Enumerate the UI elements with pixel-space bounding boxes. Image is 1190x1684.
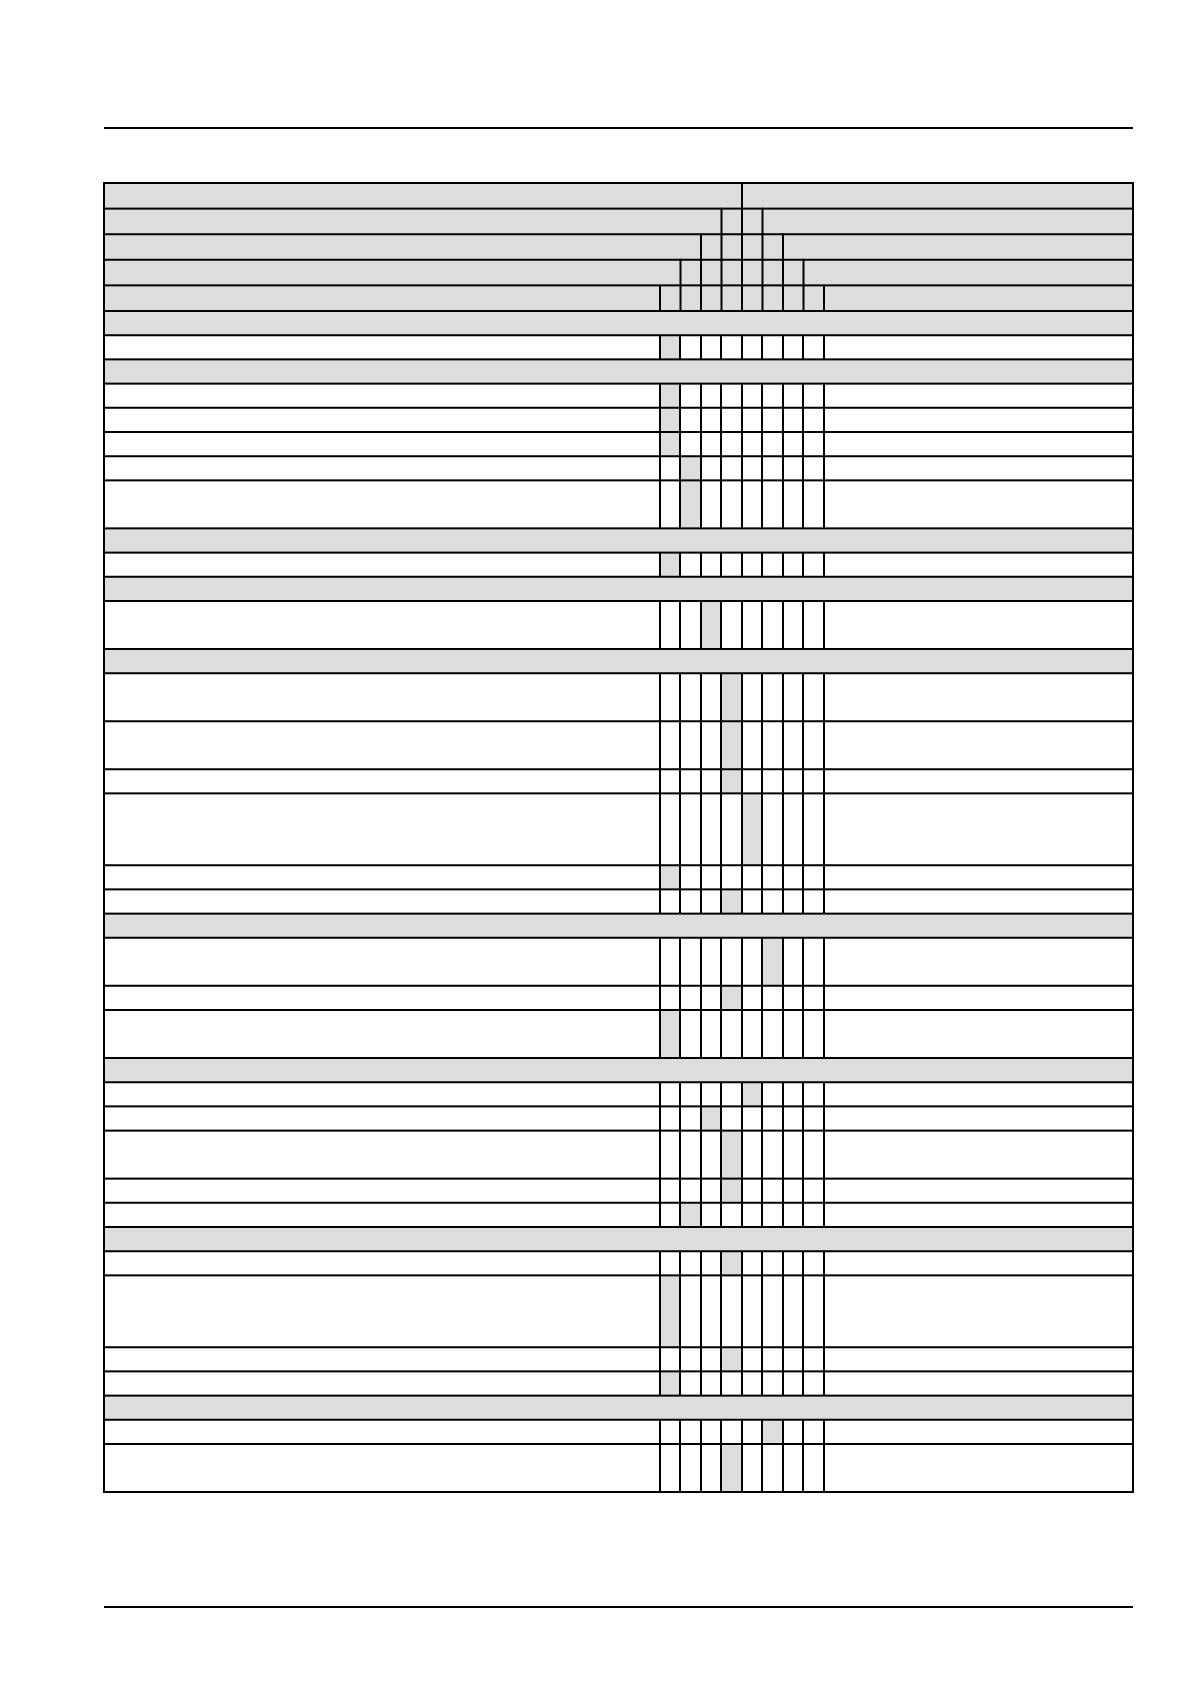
matrix-mark: [660, 408, 680, 432]
section-row: [104, 914, 1133, 938]
matrix-mark: [660, 865, 680, 889]
section-row: [104, 528, 1133, 552]
table-row: [660, 769, 824, 793]
table-row: [660, 480, 824, 528]
section-band: [104, 528, 1133, 552]
section-row: [104, 1058, 1133, 1082]
matrix-mark: [660, 1010, 680, 1058]
section-band: [104, 1396, 1133, 1420]
table-row: [660, 1131, 824, 1179]
section-row: [104, 577, 1133, 601]
section-band: [104, 359, 1133, 383]
table-row: [660, 1203, 824, 1227]
matrix-mark: [721, 1347, 742, 1371]
section-row: [104, 649, 1133, 673]
matrix-mark: [721, 1131, 742, 1179]
table-row: [660, 938, 824, 986]
section-row: [104, 359, 1133, 383]
table-row: [660, 384, 824, 408]
matrix-mark: [742, 793, 762, 865]
table-row: [660, 1106, 824, 1130]
table-row: [660, 986, 824, 1010]
section-row: [104, 311, 1133, 335]
table-row: [660, 1275, 824, 1347]
matrix-mark: [742, 1082, 762, 1106]
table-row: [660, 408, 824, 432]
matrix-mark: [701, 1106, 721, 1130]
table-row: [660, 793, 824, 865]
table-row: [660, 865, 824, 889]
table-row: [660, 456, 824, 480]
table-row: [660, 601, 824, 649]
table-header: [104, 183, 1133, 311]
table-row: [660, 1082, 824, 1106]
matrix-mark: [721, 889, 742, 913]
matrix-mark: [721, 673, 742, 721]
matrix-mark: [721, 721, 742, 769]
table-row: [660, 1010, 824, 1058]
section-row: [104, 1227, 1133, 1251]
table-row: [660, 432, 824, 456]
matrix-mark: [721, 986, 742, 1010]
table-row: [660, 1420, 824, 1444]
matrix-mark: [721, 1444, 742, 1492]
table-row: [660, 1444, 824, 1492]
matrix-mark: [762, 938, 783, 986]
table-row: [660, 553, 824, 577]
footer-rule: [104, 1606, 1133, 1608]
matrix-mark: [660, 432, 680, 456]
section-band: [104, 649, 1133, 673]
matrix-mark: [721, 1179, 742, 1203]
section-band: [104, 1058, 1133, 1082]
section-band: [104, 914, 1133, 938]
matrix-mark: [721, 1251, 742, 1275]
matrix-mark: [660, 335, 680, 359]
matrix-mark: [660, 1275, 680, 1347]
matrix-mark: [660, 384, 680, 408]
table-row: [660, 1251, 824, 1275]
matrix-mark: [680, 1203, 701, 1227]
table-row: [660, 335, 824, 359]
section-row: [104, 1396, 1133, 1420]
section-band: [104, 1227, 1133, 1251]
matrix-mark: [721, 769, 742, 793]
section-band: [104, 311, 1133, 335]
matrix-mark: [762, 1420, 783, 1444]
table-row: [660, 1347, 824, 1371]
section-band: [104, 577, 1133, 601]
table-row: [660, 1371, 824, 1395]
matrix-mark: [660, 553, 680, 577]
matrix-mark: [701, 601, 721, 649]
table-row: [660, 673, 824, 721]
table-row: [660, 1179, 824, 1203]
matrix-mark: [660, 1371, 680, 1395]
matrix-mark: [680, 480, 701, 528]
table-row: [660, 889, 824, 913]
matrix-mark: [680, 456, 701, 480]
table-row: [660, 721, 824, 769]
